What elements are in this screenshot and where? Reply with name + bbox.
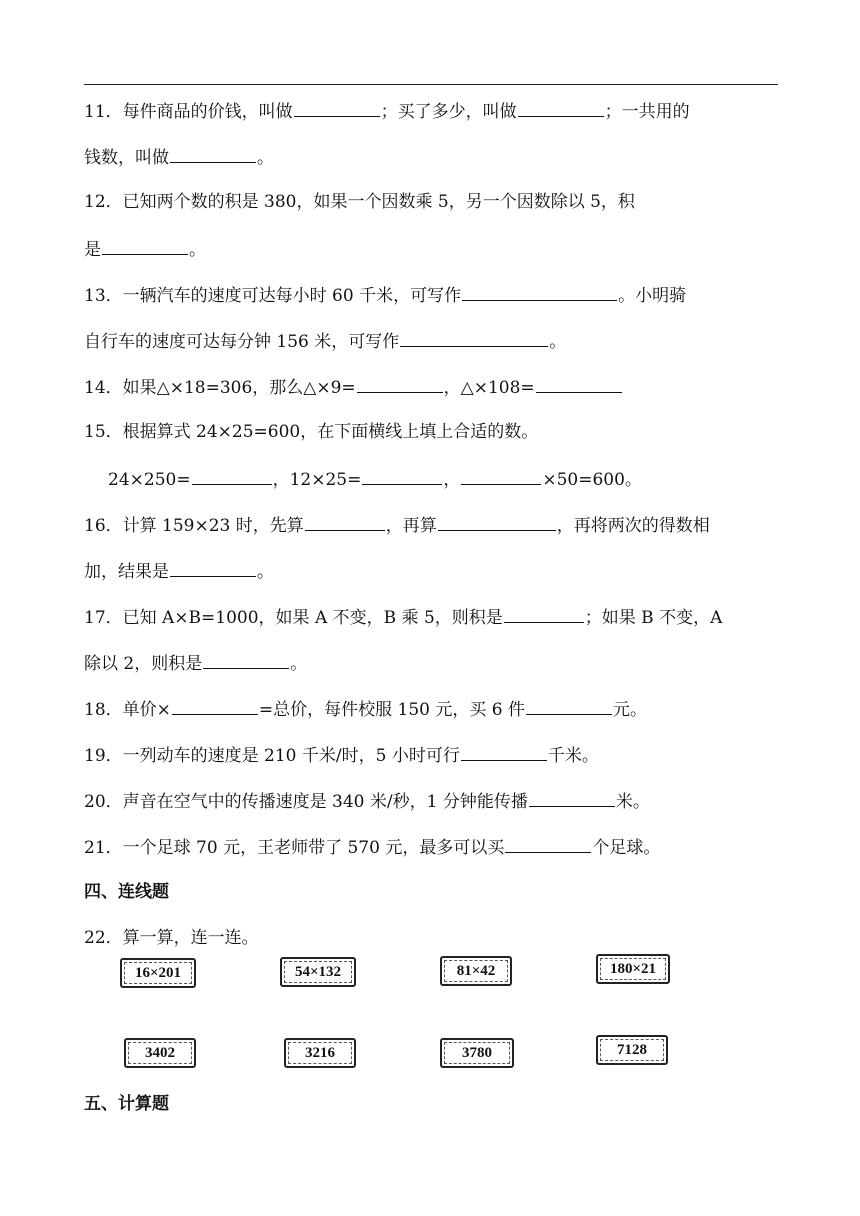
question-11-line1 <box>84 98 690 124</box>
q16-text-e: 。 <box>257 562 274 582</box>
q13-text-d: 。 <box>549 332 567 352</box>
q17-text-b: ；如果 B 不变，A <box>584 608 723 628</box>
q16-blank-2[interactable] <box>438 512 556 531</box>
question-11-line2 <box>84 144 274 170</box>
q15-text-d: ， <box>443 470 461 490</box>
q12-text-a: 12．已知两个数的积是 380，如果一个因数乘 5，另一个因数除以 5，积 <box>84 192 635 212</box>
q12-blank-1[interactable] <box>102 236 188 255</box>
section-4-heading: 四、连线题 <box>84 882 169 902</box>
q14-blank-1[interactable] <box>357 374 443 393</box>
q16-blank-1[interactable] <box>305 512 385 531</box>
q11-text-e: 。 <box>257 148 274 168</box>
q15-text-a: 15．根据算式 24×25=600，在下面横线上填上合适的数。 <box>84 422 539 442</box>
q18-blank-2[interactable] <box>526 696 612 715</box>
q11-text-c: ；一共用的 <box>604 102 690 122</box>
match-bottom-box-4[interactable]: 7128 <box>596 1035 668 1065</box>
q13-text-c: 自行车的速度可达每分钟 156 米，可写作 <box>84 332 400 352</box>
q18-text-b: =总价，每件校服 150 元，买 6 件 <box>258 700 526 720</box>
question-19-line <box>84 742 599 768</box>
q21-text-b: 个足球。 <box>592 838 661 858</box>
match-bottom-box-3[interactable]: 3780 <box>440 1038 514 1068</box>
q16-blank-3[interactable] <box>170 558 256 577</box>
question-13-line2 <box>84 328 566 354</box>
q17-text-d: 。 <box>290 654 308 674</box>
q20-text-b: 米。 <box>615 792 650 812</box>
match-top-box-2[interactable]: 54×132 <box>280 957 356 987</box>
q19-blank-1[interactable] <box>461 742 547 761</box>
q11-blank-2[interactable] <box>518 98 604 117</box>
q14-blank-2[interactable] <box>536 374 622 393</box>
q11-text-a: 11．每件商品的价钱，叫做 <box>84 102 293 122</box>
q17-blank-1[interactable] <box>504 604 584 623</box>
q21-text-a: 21．一个足球 70 元，王老师带了 570 元，最多可以买 <box>84 838 505 858</box>
q19-text-b: 千米。 <box>547 746 599 766</box>
question-16-line1 <box>84 512 710 538</box>
q15-blank-2[interactable] <box>362 466 442 485</box>
question-22-line: 22．算一算，连一连。 <box>84 928 259 948</box>
question-14-line <box>84 374 623 400</box>
q15-text-b: 24×250= <box>108 470 191 490</box>
q15-text-e: ×50=600。 <box>542 470 642 490</box>
match-top-box-4[interactable]: 180×21 <box>596 954 670 984</box>
q12-text-c: 。 <box>189 240 206 260</box>
match-bottom-box-2[interactable]: 3216 <box>284 1038 356 1068</box>
question-17-line2 <box>84 650 307 676</box>
q14-text-a: 14．如果△×18=306，那么△×9= <box>84 378 356 398</box>
q18-text-a: 18．单价× <box>84 700 171 720</box>
match-top-box-3[interactable]: 81×42 <box>440 956 512 986</box>
header-rule <box>84 84 778 85</box>
q17-blank-2[interactable] <box>203 650 289 669</box>
q16-text-b: ，再算 <box>385 516 437 536</box>
question-12-line1 <box>84 190 635 214</box>
q13-blank-1[interactable] <box>462 282 617 301</box>
q15-blank-1[interactable] <box>192 466 272 485</box>
q19-text-a: 19．一列动车的速度是 210 千米/时，5 小时可行 <box>84 746 460 766</box>
question-17-line1 <box>84 604 722 630</box>
q17-text-c: 除以 2，则积是 <box>84 654 203 674</box>
q11-text-d: 钱数，叫做 <box>84 148 169 168</box>
q11-text-b: ；买了多少，叫做 <box>380 102 517 122</box>
q17-text-a: 17．已知 A×B=1000，如果 A 不变，B 乘 5，则积是 <box>84 608 503 628</box>
question-16-line2 <box>84 558 274 584</box>
q16-text-c: ，再将两次的得数相 <box>556 516 710 536</box>
q12-text-b: 是 <box>84 240 101 260</box>
question-20-line <box>84 788 650 814</box>
q14-text-b: ，△×108= <box>443 378 535 398</box>
question-12-line2 <box>84 236 206 262</box>
section-5-heading: 五、计算题 <box>84 1094 169 1114</box>
q18-text-c: 元。 <box>613 700 648 720</box>
q11-blank-1[interactable] <box>294 98 380 117</box>
q13-text-b: 。小明骑 <box>618 286 687 306</box>
question-21-line <box>84 834 660 860</box>
q20-blank-1[interactable] <box>529 788 615 807</box>
question-15-line2 <box>108 466 642 492</box>
question-13-line1 <box>84 282 686 308</box>
match-bottom-box-1[interactable]: 3402 <box>124 1038 196 1068</box>
question-15-line1 <box>84 420 538 444</box>
q20-text-a: 20．声音在空气中的传播速度是 340 米/秒，1 分钟能传播 <box>84 792 528 812</box>
q13-text-a: 13．一辆汽车的速度可达每小时 60 千米，可写作 <box>84 286 462 306</box>
q18-blank-1[interactable] <box>172 696 258 715</box>
q16-text-a: 16．计算 159×23 时，先算 <box>84 516 304 536</box>
q15-blank-3[interactable] <box>461 466 541 485</box>
question-18-line <box>84 696 647 722</box>
q16-text-d: 加，结果是 <box>84 562 169 582</box>
q13-blank-2[interactable] <box>400 328 548 347</box>
q11-blank-3[interactable] <box>170 144 256 163</box>
match-top-box-1[interactable]: 16×201 <box>120 958 196 988</box>
q21-blank-1[interactable] <box>505 834 591 853</box>
q15-text-c: ，12×25= <box>272 470 362 490</box>
